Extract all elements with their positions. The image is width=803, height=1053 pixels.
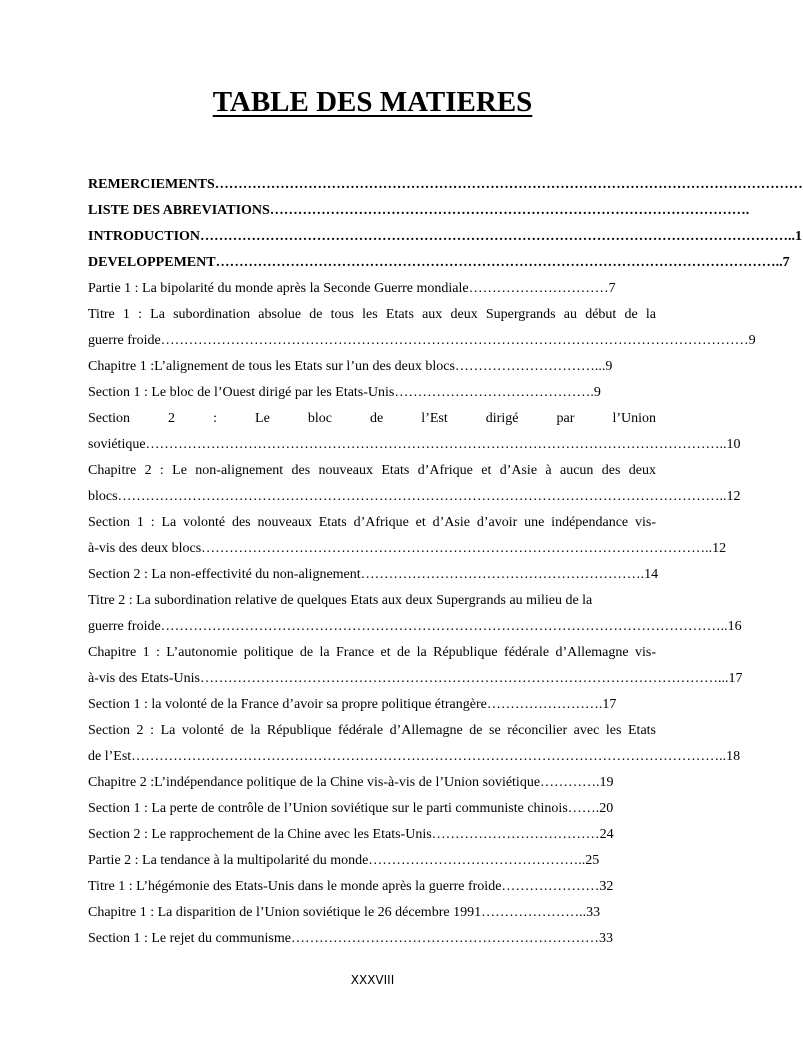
toc-entry: Section 1 : Le bloc de l’Ouest dirigé par les Etats-Unis…………………………………….9 bbox=[88, 385, 601, 400]
toc-entry: soviétique……………………………………………………………………………………………………………..10 bbox=[88, 437, 741, 452]
toc-entry: Chapitre 2 :L’indépendance politique de la Chine vis-à-vis de l’Union soviétique………….19 bbox=[88, 775, 614, 790]
page-number: XXXVIII bbox=[350, 973, 395, 987]
toc-entry: Chapitre 2 : Le non-alignement des nouveaux Etats d’Afrique et d’Asie à aucun des deux bbox=[88, 463, 656, 478]
toc-entry-developpement: DEVELOPPEMENT…………………………………………………………………………………………………………..7 bbox=[88, 255, 790, 270]
toc-entry: Partie 2 : La tendance à la multipolarité du monde………………………………………..25 bbox=[88, 853, 600, 868]
page-title: TABLE DES MATIERES bbox=[212, 86, 533, 118]
toc-entry: Titre 1 : L’hégémonie des Etats-Unis dans le monde après la guerre froide…………………32 bbox=[88, 879, 614, 894]
toc-entry: guerre froide………………………………………………………………………………………………………………9 bbox=[88, 333, 756, 348]
toc-entry: de l’Est………………………………………………………………………………………………………………..18 bbox=[88, 749, 741, 764]
toc-entry: Titre 2 : La subordination relative de quelques Etats aux deux Supergrands au milieu de la bbox=[88, 593, 593, 608]
toc-entry: Titre 1 : La subordination absolue de tous les Etats aux deux Supergrands au début de la bbox=[88, 307, 656, 322]
table-of-contents bbox=[88, 172, 803, 952]
toc-entry: Chapitre 1 :L’alignement de tous les Etats sur l’un des deux blocs…………………………...9 bbox=[88, 359, 613, 374]
toc-entry: à-vis des deux blocs………………………………………………………………………………………………..12 bbox=[88, 541, 727, 556]
toc-entry: Section 1 : La perte de contrôle de l’Union soviétique sur le parti communiste chinois…….20 bbox=[88, 801, 614, 816]
toc-entry: Chapitre 1 : L’autonomie politique de la France et de la République fédérale d’Allemagne vis- bbox=[88, 645, 656, 660]
toc-entry-introduction: INTRODUCTION………………………………………………………………………………………………………………..1 bbox=[88, 229, 803, 244]
toc-entry-remerciements: REMERCIEMENTS……………………………………………………………………………………………………………… bbox=[88, 177, 803, 192]
toc-entry: Section 1 : La volonté des nouveaux Etats d’Afrique et d’Asie d’avoir une indépendance vis- bbox=[88, 515, 656, 530]
toc-entry: Chapitre 1 : La disparition de l’Union soviétique le 26 décembre 1991…………………..33 bbox=[88, 905, 601, 920]
toc-entry: Section 1 : Le rejet du communisme…………………………………………………………33 bbox=[88, 931, 613, 946]
toc-entry: blocs…………………………………………………………………………………………………………………..12 bbox=[88, 489, 741, 504]
toc-entry: à-vis des Etats-Unis…………………………………………………………………………………………………...17 bbox=[88, 671, 743, 686]
toc-entry: Section 2 : La non-effectivité du non-alignement…………………………………………………….14 bbox=[88, 567, 659, 582]
toc-entry: Section 1 : la volonté de la France d’avoir sa propre politique étrangère…………………….17 bbox=[88, 697, 617, 712]
toc-entry: Section 2 : Le bloc de l’Est dirigé par l’Union bbox=[88, 411, 656, 426]
toc-entry: Section 2 : Le rapprochement de la Chine avec les Etats-Unis………………………………24 bbox=[88, 827, 614, 842]
toc-entry-abreviations: LISTE DES ABREVIATIONS…………………………………………………………………………………………. bbox=[88, 203, 750, 218]
toc-entry: guerre froide…………………………………………………………………………………………………………..16 bbox=[88, 619, 742, 634]
toc-entry: Partie 1 : La bipolarité du monde après la Seconde Guerre mondiale…………………………7 bbox=[88, 281, 616, 296]
toc-entry: Section 2 : La volonté de la République fédérale d’Allemagne de se réconcilier avec les Etats bbox=[88, 723, 656, 738]
